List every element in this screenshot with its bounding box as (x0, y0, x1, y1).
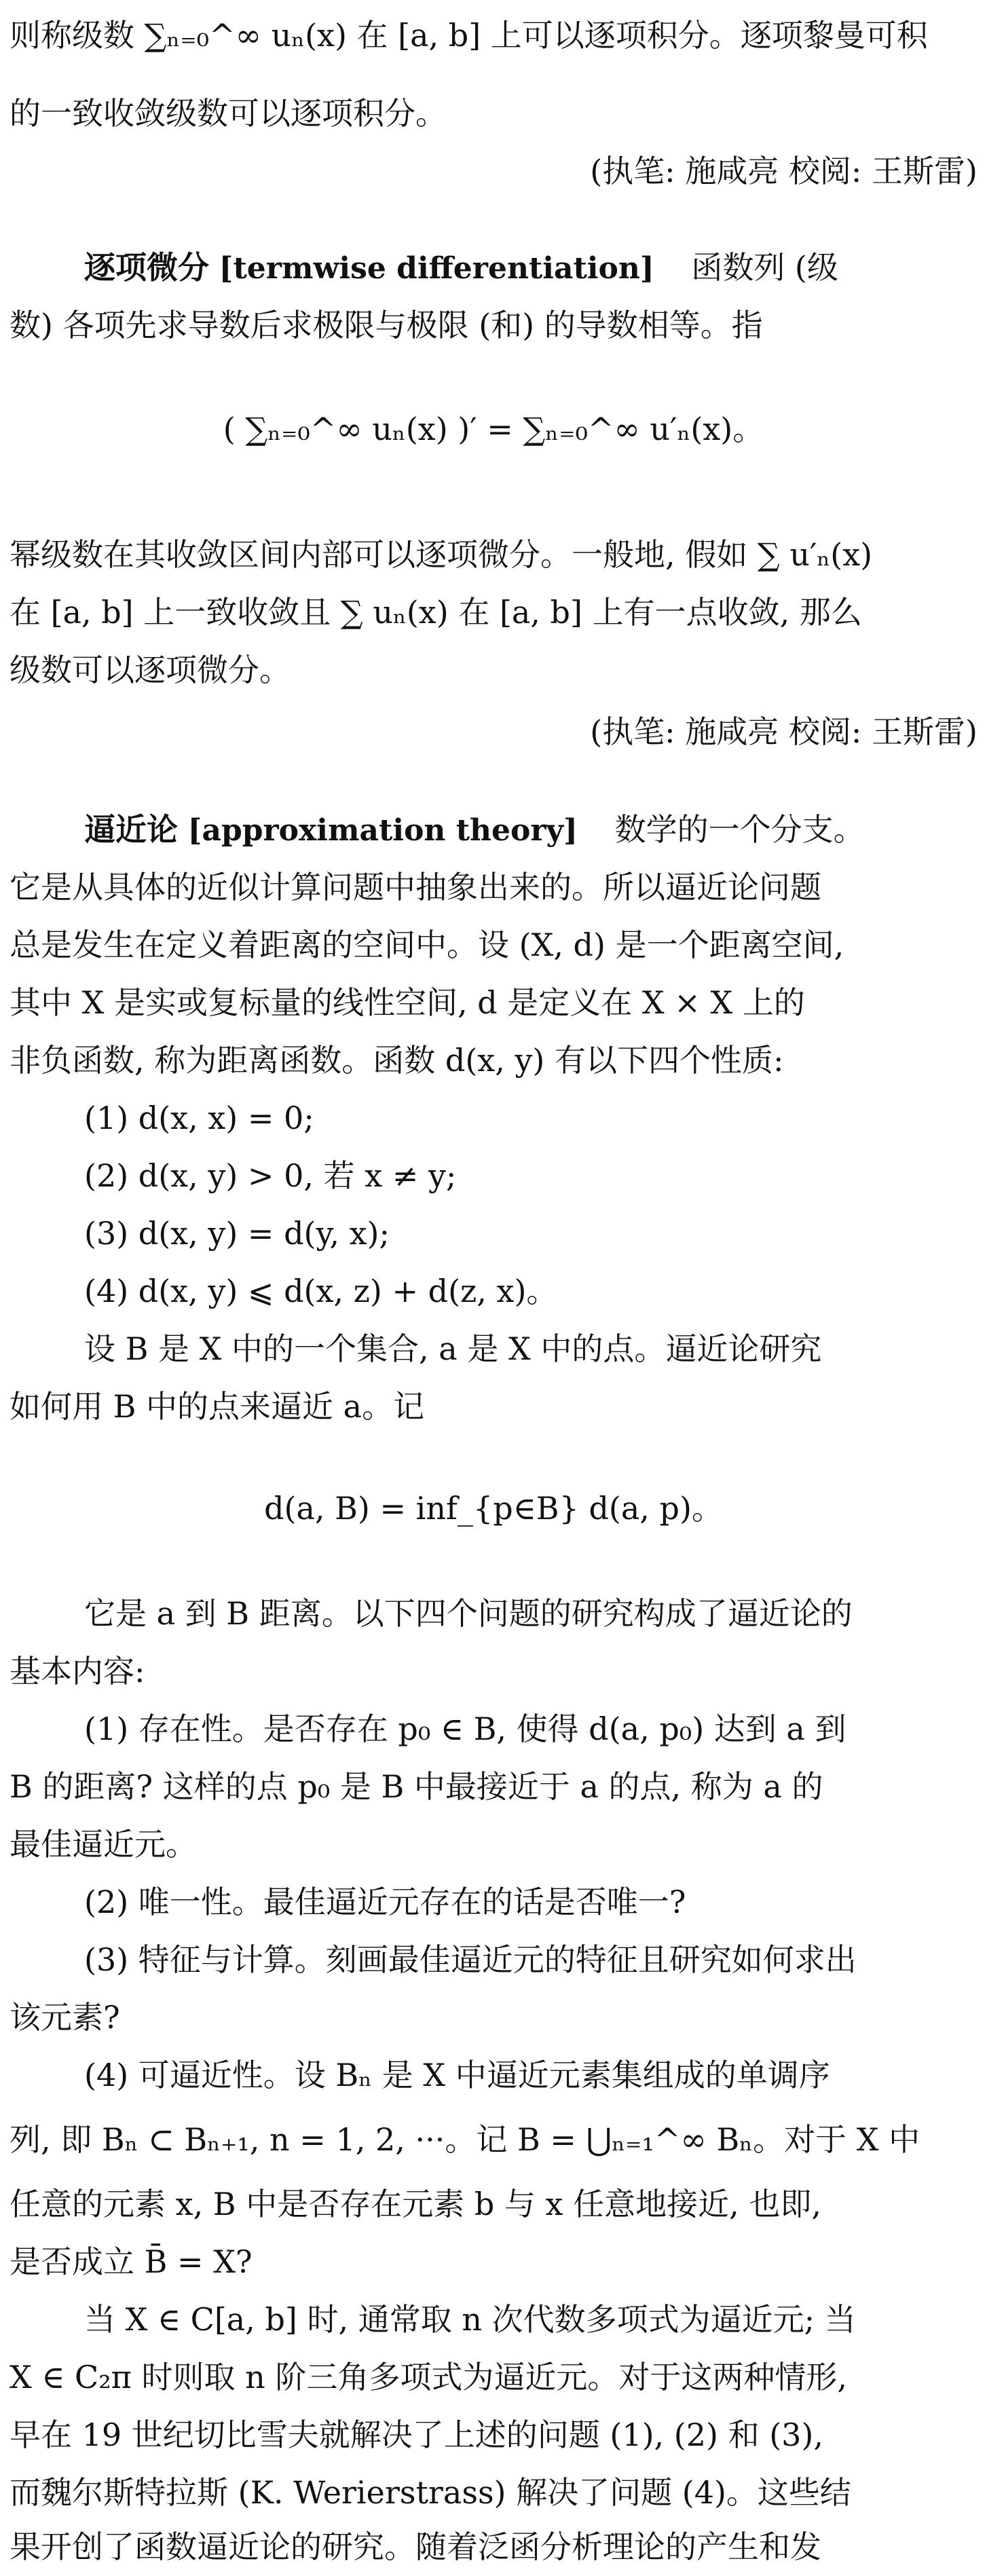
text-line: 幂级数在其收敛区间内部可以逐项微分。一般地, 假如 ∑ u′ₙ(x) (10, 536, 873, 573)
text-line: 它是从具体的近似计算问题中抽象出来的。所以逼近论问题 (10, 869, 821, 906)
text-line: 的一致收敛级数可以逐项积分。 (10, 95, 447, 132)
entry-definition-start: 数学的一个分支。 (614, 811, 865, 848)
text-line: 该元素? (10, 1999, 120, 2036)
text-line: 级数可以逐项微分。 (10, 652, 291, 688)
entry-heading-termwise-differentiation (84, 239, 977, 297)
text-line: 是否成立 B̄ = X? (10, 2243, 253, 2280)
property-item: (2) d(x, y) > 0, 若 x ≠ y; (84, 1157, 457, 1194)
property-item: (1) d(x, x) = 0; (84, 1100, 314, 1136)
text-line: 基本内容: (10, 1653, 145, 1690)
text-line: 设 B 是 X 中的一个集合, a 是 X 中的点。逼近论研究 (84, 1330, 822, 1367)
text-line: 它是 a 到 B 距离。以下四个问题的研究构成了逼近论的 (84, 1595, 853, 1632)
text-line: 则称级数 ∑ₙ₌₀^∞ uₙ(x) 在 [a, b] 上可以逐项积分。逐项黎曼可积 (10, 17, 928, 54)
entry-title: 逐项微分 (84, 249, 209, 286)
author-credit: (执笔: 施咸亮 校阅: 王斯雷) (590, 153, 977, 189)
text-line: 列, 即 Bₙ ⊂ Bₙ₊₁, n = 1, 2, ···。记 B = ⋃ₙ₌₁^∞ Bₙ。对于 X 中 (10, 2121, 920, 2158)
display-formula: d(a, B) = inf_{p∈B} d(a, p)。 (264, 1490, 723, 1527)
text-line: 早在 19 世纪切比雪夫就解决了上述的问题 (1), (2) 和 (3), (10, 2416, 823, 2453)
text-line: 而魏尔斯特拉斯 (K. Werierstrass) 解决了问题 (4)。这些结 (10, 2474, 851, 2511)
author-credit: (执笔: 施咸亮 校阅: 王斯雷) (590, 713, 977, 750)
entry-english-title: [termwise differentiation] (219, 251, 654, 286)
display-formula: ( ∑ₙ₌₀^∞ uₙ(x) )′ = ∑ₙ₌₀^∞ u′ₙ(x)。 (223, 411, 764, 447)
text-line: 当 X ∈ C[a, b] 时, 通常取 n 次代数多项式为逼近元; 当 (84, 2301, 856, 2338)
text-line: 数) 各项先求导数后求极限与极限 (和) 的导数相等。指 (10, 307, 763, 343)
question-item: (1) 存在性。是否存在 p₀ ∈ B, 使得 d(a, p₀) 达到 a 到 (84, 1711, 846, 1747)
entry-definition-start: 函数列 (级 (691, 249, 838, 286)
entry-heading-approximation-theory (84, 801, 977, 859)
text-line: 非负函数, 称为距离函数。函数 d(x, y) 有以下四个性质: (10, 1042, 784, 1079)
property-item: (4) d(x, y) ⩽ d(x, z) + d(z, x)。 (84, 1273, 558, 1309)
text-line: X ∈ C₂π 时则取 n 阶三角多项式为逼近元。对于这两种情形, (10, 2359, 848, 2395)
entry-english-title: [approximation theory] (187, 813, 578, 848)
text-line: 果开创了函数逼近论的研究。随着泛函分析理论的产生和发 (10, 2528, 821, 2565)
property-item: (3) d(x, y) = d(y, x); (84, 1215, 390, 1252)
text-line: 在 [a, b] 上一致收敛且 ∑ uₙ(x) 在 [a, b] 上有一点收敛, 那么 (10, 594, 862, 631)
text-line: 总是发生在定义着距离的空间中。设 (X, d) 是一个距离空间, (10, 927, 844, 963)
text-line: 如何用 B 中的点来逼近 a。记 (10, 1388, 425, 1425)
text-line: 任意的元素 x, B 中是否存在元素 b 与 x 任意地接近, 也即, (10, 2186, 821, 2222)
question-item: (2) 唯一性。最佳逼近元存在的话是否唯一? (84, 1884, 686, 1920)
question-item: (3) 特征与计算。刻画最佳逼近元的特征且研究如何求出 (84, 1941, 857, 1978)
entry-title: 逼近论 (84, 811, 178, 848)
question-item: (4) 可逼近性。设 Bₙ 是 X 中逼近元素集组成的单调序 (84, 2057, 830, 2093)
text-line: B 的距离? 这样的点 p₀ 是 B 中最接近于 a 的点, 称为 a 的 (10, 1768, 823, 1805)
text-line: 其中 X 是实或复标量的线性空间, d 是定义在 X × X 上的 (10, 984, 805, 1021)
text-line: 最佳逼近元。 (10, 1826, 197, 1863)
